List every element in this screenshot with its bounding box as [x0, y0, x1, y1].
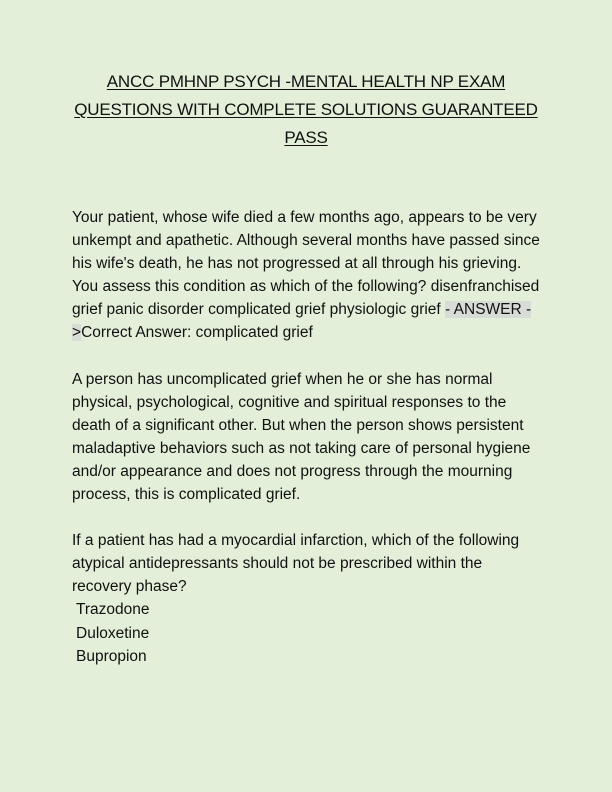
question-2-text: If a patient has had a myocardial infarction, which of the following atypical antidepressants should not be prescribed within the recovery phase? [72, 532, 520, 596]
title-line-3: PASS [284, 128, 328, 147]
option-duloxetine: Duloxetine [76, 624, 150, 642]
question-2 [72, 529, 540, 668]
option-bupropion: Bupropion [76, 647, 147, 665]
title-line-2: QUESTIONS WITH COMPLETE SOLUTIONS GUARANTEED [74, 100, 538, 119]
option-trazodone: Trazodone [76, 601, 150, 619]
question-1 [72, 206, 540, 345]
question-1-answer: Correct Answer: complicated grief [81, 324, 313, 342]
answer-tag: - ANSWER -> [72, 301, 532, 342]
document-title [72, 0, 540, 152]
title-line-1: ANCC PMHNP PSYCH -MENTAL HEALTH NP EXAM [106, 72, 506, 91]
explanation-paragraph: A person has uncomplicated grief when he or she has normal physical, psychological, cognitive and spiritual responses to the death of a significant other. But when the person shows persistent maladaptive behaviors such as not taking care of personal hygiene and/or appearance and does not progress through the mourning process, this is complicated grief. [72, 370, 531, 504]
document-body [72, 206, 540, 668]
question-1-text: Your patient, whose wife died a few months ago, appears to be very unkempt and apathetic. Although several months have passed since his wife's death, he has not progressed at all through his grieving. You assess this condition as which of the following? disenfranchised grief panic disorder complicated grief physiologic grief [72, 209, 540, 319]
